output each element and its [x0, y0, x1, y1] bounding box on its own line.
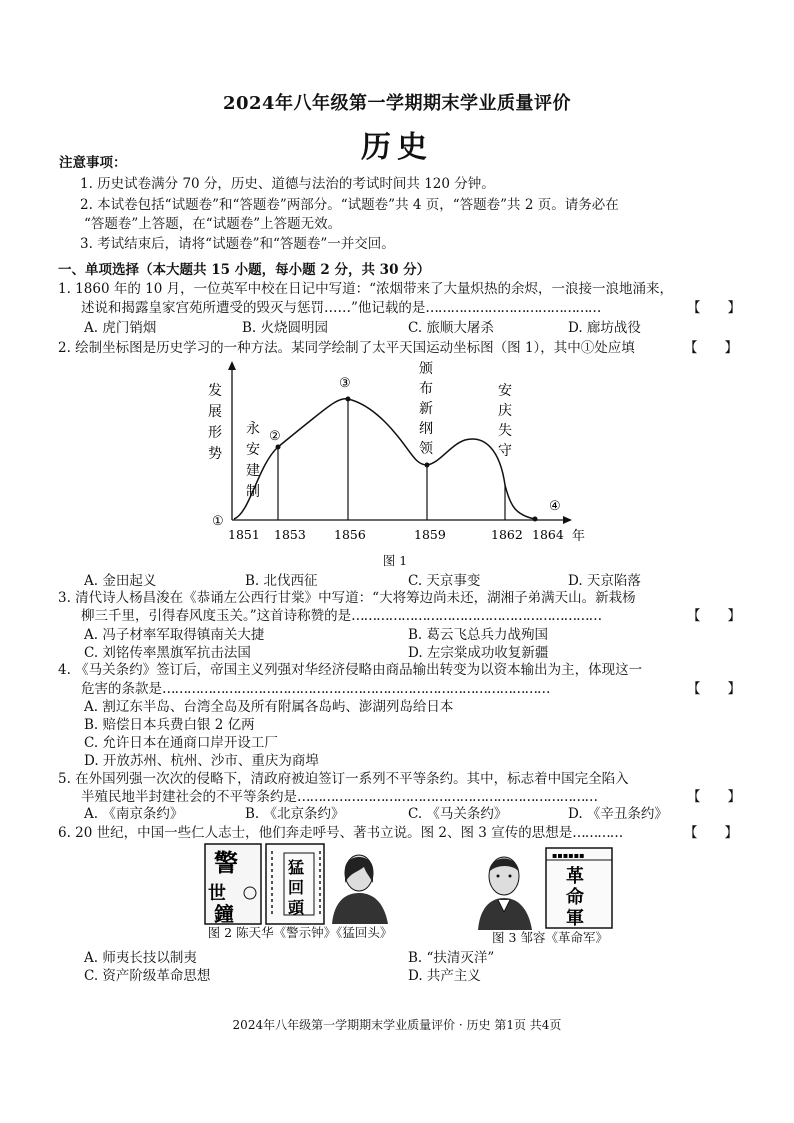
q1-option-a[interactable]: A. 虎门销烟 [84, 320, 157, 336]
book3-char-3: 軍 [566, 908, 584, 929]
section-heading: 一、单项选择（本大题共 15 小题，每小题 2 分，共 30 分） [58, 262, 431, 278]
event-xingangling-char-4: 纲 [419, 421, 433, 437]
q5-option-a[interactable]: A. 《南京条约》 [84, 806, 184, 822]
event-anqing-char-3: 失 [498, 423, 512, 439]
event-yongan-char-4: 制 [246, 484, 260, 500]
book3-char-2: 命 [566, 887, 584, 908]
event-label-yongan [246, 421, 260, 500]
point-1856 [346, 397, 351, 402]
y-axis-label-char-1: 发 [208, 383, 222, 399]
q5-stem-line1: 5. 在外国列强一次次的侵略下，清政府被迫签订一系列不平等条约。其中，标志着中国完全陷入 [58, 771, 629, 787]
book3-header-mark: ▪▪▪▪▪▪ [552, 851, 585, 860]
x-axis-arrow [563, 516, 572, 524]
q4-stem-text: 危害的条款是 [81, 681, 162, 697]
q2-option-a[interactable]: A. 金田起义 [84, 573, 157, 589]
zou-rong-portrait [478, 857, 532, 930]
q4-option-b[interactable]: B. 赔偿日本兵费白银 2 亿两 [84, 717, 255, 733]
subject-title: 历史 [361, 130, 433, 165]
note-item-1: 1. 历史试卷满分 70 分，历史、道德与法治的考试时间共 120 分钟。 [80, 176, 495, 192]
event-xingangling-char-5: 领 [419, 441, 433, 457]
point-1853 [276, 445, 281, 450]
q1-option-b[interactable]: B. 火烧圆明园 [242, 320, 329, 336]
tick-1859: 1859 [414, 527, 446, 542]
q6-answer-bracket[interactable]: 【 】 [684, 825, 738, 841]
marker-2: ② [269, 429, 281, 444]
event-xingangling-char-2: 布 [419, 381, 433, 397]
q6-option-c[interactable]: C. 资产阶级革命思想 [84, 968, 211, 984]
y-axis-arrow [228, 361, 236, 370]
y-axis-label-char-3: 形 [208, 425, 222, 441]
q1-stem-line2 [81, 300, 741, 318]
q3-option-b[interactable]: B. 葛云飞总兵力战殉国 [408, 627, 549, 643]
marker-3: ③ [339, 376, 351, 391]
fig2-images [204, 843, 394, 925]
taiping-chart [200, 355, 600, 555]
marker-4: ④ [549, 499, 561, 514]
q3-answer-bracket[interactable]: 【 】 [687, 608, 741, 624]
q6-option-d[interactable]: D. 共产主义 [408, 968, 481, 984]
q6-dots: ………… [572, 825, 623, 841]
q5-stem-line2 [81, 789, 741, 807]
event-label-anqing [498, 383, 512, 459]
note-item-3: 3. 考试结束后，请将“试题卷”和“答题卷”一并交回。 [80, 236, 395, 252]
trend-curve [234, 399, 535, 519]
q5-stem-text: 半殖民地半封建社会的不平等条约是 [81, 789, 297, 805]
q1-option-d[interactable]: D. 廊坊战役 [568, 320, 641, 336]
q6-stem-text: 6. 20 世纪，中国一些仁人志士，他们奔走呼号、著书立说。图 2、图 3 宣传的思想是 [58, 825, 573, 841]
book1-char-3: 鐘 [214, 902, 234, 925]
q6-option-b[interactable]: B. “扶清灭洋” [408, 950, 495, 966]
chen-tianhua-portrait [328, 844, 390, 924]
q2-stem-text: 2. 绘制坐标图是历史学习的一种方法。某同学绘制了太平天国运动坐标图（图 1），其中①处应填 [58, 340, 635, 356]
event-label-xingangling [419, 361, 434, 457]
event-yongan-char-3: 建 [246, 463, 260, 479]
fig3-images [476, 846, 616, 930]
tick-1864: 1864 [532, 527, 564, 542]
q5-option-c[interactable]: C. 《马关条约》 [408, 806, 508, 822]
q1-option-c[interactable]: C. 旅顺大屠杀 [408, 320, 494, 336]
q3-dots: …………………………………………………… [351, 608, 602, 624]
q3-option-c[interactable]: C. 刘铭传率黑旗军抗击法国 [84, 645, 251, 661]
book2-char-2: 回 [288, 878, 305, 897]
q3-stem-line1: 3. 清代诗人杨昌浚在《恭诵左公西行甘棠》中写道：“大将筹边尚未还，湖湘子弟满天山。新栽杨 [58, 590, 636, 606]
event-xingangling-char-1: 颁 [419, 361, 433, 377]
marker-1: ① [212, 514, 224, 529]
book2-char-3: 頭 [288, 898, 305, 917]
q2-option-b[interactable]: B. 北伐西征 [245, 573, 318, 589]
fig1-caption: 图 1 [382, 553, 408, 568]
q1-stem-line1: 1. 1860 年的 10 月，一位英军中校在日记中写道：“浓烟带来了大量炽热的余烬，一浪接一浪地涌来， [58, 281, 673, 297]
q2-answer-bracket[interactable]: 【 】 [684, 340, 738, 356]
q2-option-d[interactable]: D. 天京陷落 [568, 573, 641, 589]
tick-1856: 1856 [334, 527, 366, 542]
y-axis-label-char-4: 势 [208, 446, 222, 462]
q5-dots: ……………………………………………………………… [297, 789, 597, 805]
book2-char-1: 猛 [288, 858, 305, 877]
q4-stem-line2 [81, 681, 741, 699]
tick-1853: 1853 [274, 527, 306, 542]
q3-stem-line2 [81, 608, 741, 626]
note-item-2-cont: “答题卷”上答题，在“试题卷”上答题无效。 [84, 216, 342, 232]
book1-char-2: 世 [208, 883, 226, 904]
book1-char-1: 警 [214, 848, 238, 877]
note-item-2: 2. 本试卷包括“试题卷”和“答题卷”两部分。“试题卷”共 4 页，“答题卷”共 2 页。请务必在 [80, 197, 619, 213]
event-anqing-char-4: 守 [498, 443, 512, 459]
tick-1862: 1862 [491, 527, 523, 542]
tick-1851: 1851 [228, 527, 260, 542]
q5-answer-bracket[interactable]: 【 】 [687, 789, 741, 805]
event-anqing-char-2: 庆 [498, 403, 512, 419]
event-anqing-char-1: 安 [498, 383, 512, 399]
x-axis-unit: 年 [572, 529, 586, 544]
q4-answer-bracket[interactable]: 【 】 [687, 681, 741, 697]
q3-stem-text: 柳三千里，引得春风度玉关。”这首诗称赞的是 [81, 608, 352, 624]
q4-dots: ………………………………………………………………………………… [162, 681, 550, 697]
q1-dots: …………………………………… [425, 300, 601, 316]
point-1864 [533, 517, 538, 522]
page-footer: 2024年八年级第一学期期末学业质量评价 · 历史 第1页 共4页 [232, 1018, 562, 1032]
q4-option-d[interactable]: D. 开放苏州、杭州、沙市、重庆为商埠 [84, 753, 319, 769]
notes-heading: 注意事项： [59, 155, 127, 171]
q3-option-a[interactable]: A. 冯子材率军取得镇南关大捷 [84, 627, 265, 643]
q3-option-d[interactable]: D. 左宗棠成功收复新疆 [408, 645, 549, 661]
fig2-caption: 图 2 陈天华《警示钟》《猛回头》 [207, 925, 393, 940]
q2-option-c[interactable]: C. 天京事变 [408, 573, 481, 589]
event-yongan-char-2: 安 [246, 442, 260, 458]
q6-option-a[interactable]: A. 师夷长技以制夷 [84, 950, 197, 966]
point-1859 [425, 463, 430, 468]
q6-stem-line1 [58, 825, 738, 843]
q5-option-b[interactable]: B. 《北京条约》 [245, 806, 345, 822]
q4-option-a[interactable]: A. 割辽东半岛、台湾全岛及所有附属各岛屿、澎湖列岛给日本 [84, 699, 454, 715]
q4-stem-line1: 4. 《马关条约》签订后，帝国主义列强对华经济侵略由商品输出转变为以资本输出为主，体现这一 [58, 662, 643, 678]
q5-option-d[interactable]: D. 《辛丑条约》 [568, 806, 668, 822]
y-axis-label [208, 383, 222, 462]
exam-title: 2024年八年级第一学期期末学业质量评价 [222, 93, 572, 114]
event-yongan-char-1: 永 [246, 421, 260, 437]
event-xingangling-char-3: 新 [419, 401, 433, 417]
book3-char-1: 革 [566, 866, 584, 887]
y-axis-label-char-2: 展 [208, 404, 222, 420]
fig3-caption: 图 3 邹容《革命军》 [492, 930, 608, 945]
q4-option-c[interactable]: C. 允许日本在通商口岸开设工厂 [84, 735, 278, 751]
q1-answer-bracket[interactable]: 【 】 [687, 300, 741, 316]
q1-stem-text: 述说和揭露皇家宫苑所遭受的毁灭与惩罚……”他记载的是 [81, 300, 426, 316]
